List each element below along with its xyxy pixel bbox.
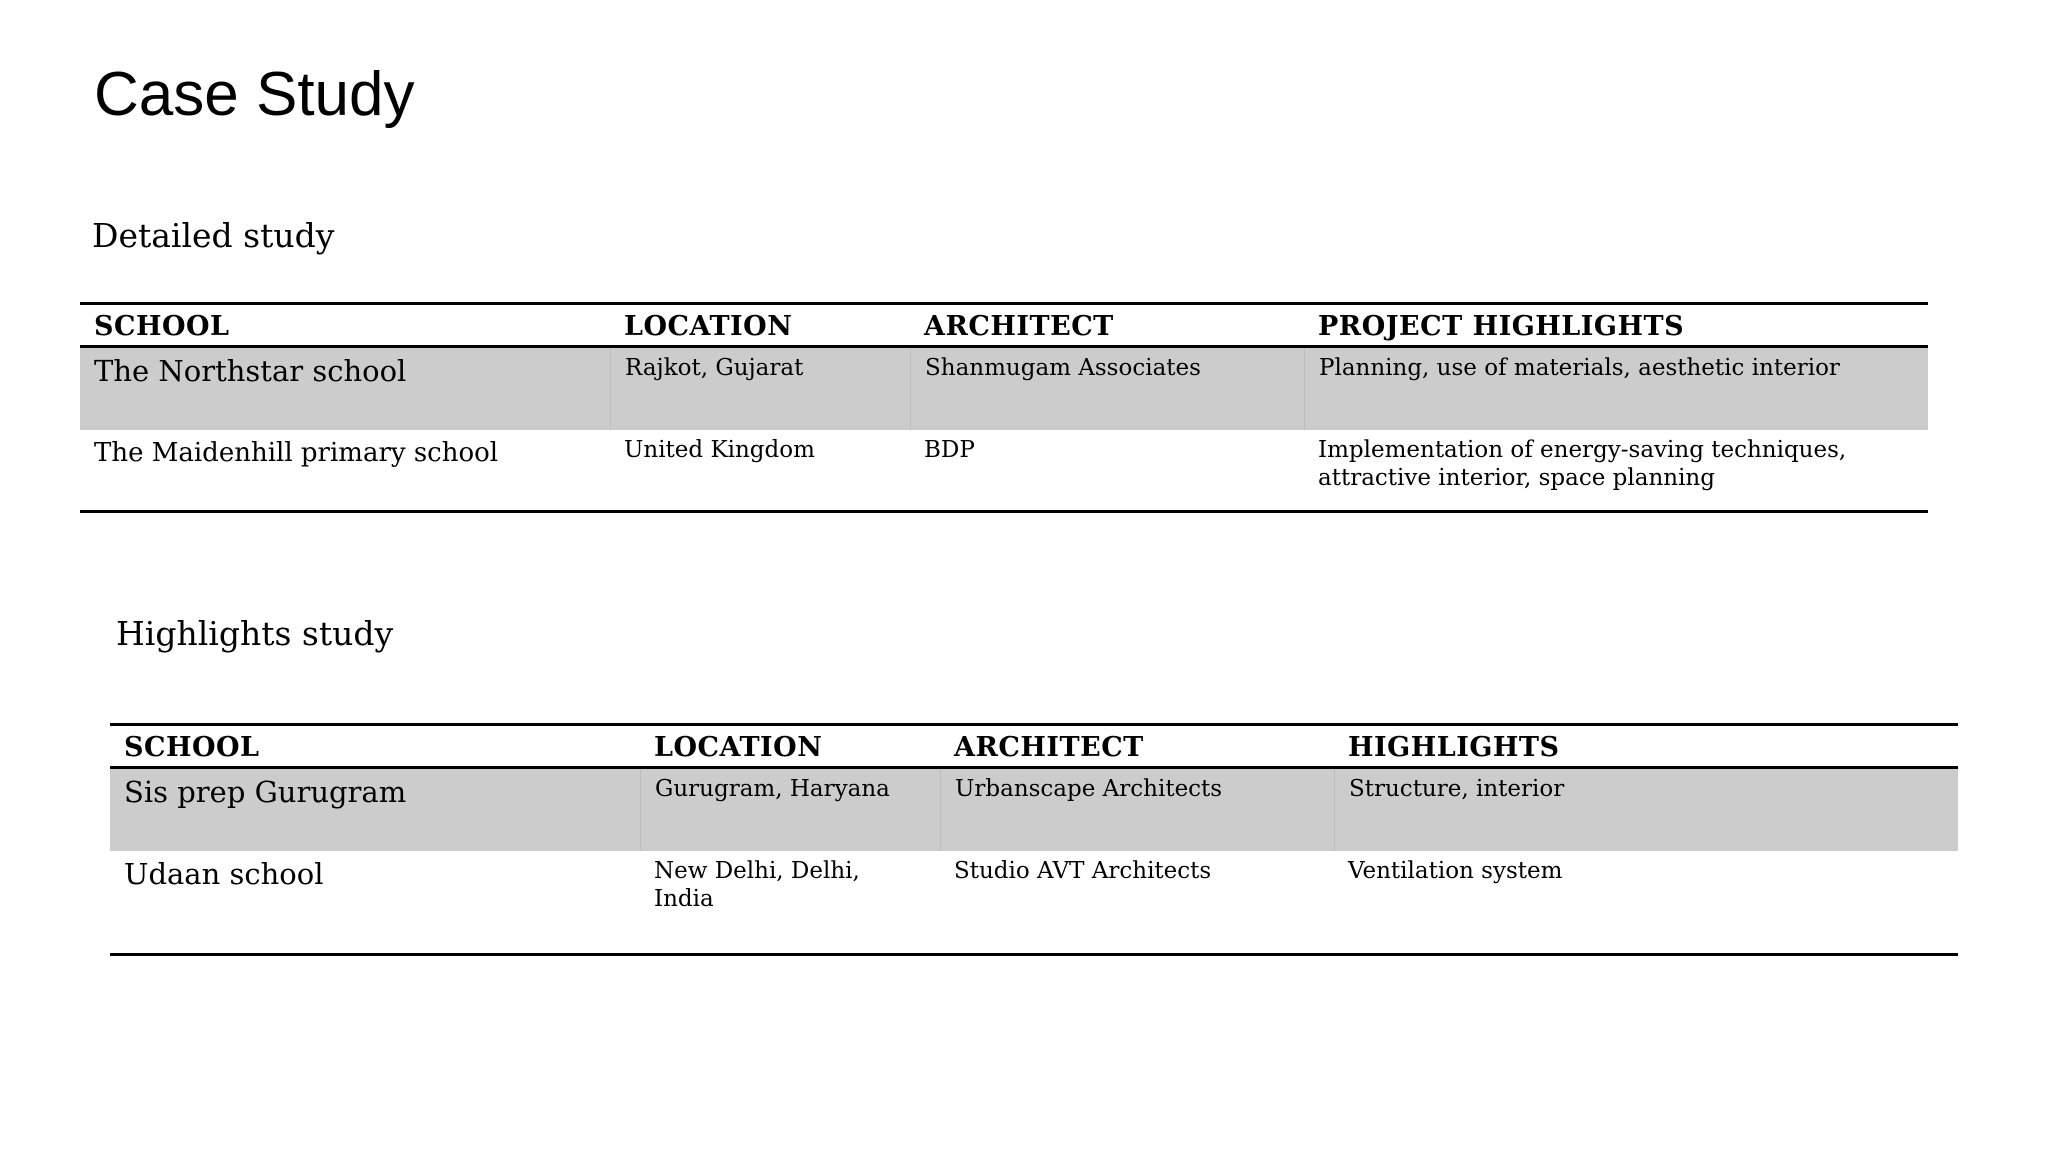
architect-cell: BDP: [924, 437, 975, 463]
column-header-location: LOCATION: [654, 732, 823, 763]
location-cell: New Delhi, Delhi, India: [654, 858, 860, 912]
table-header-row: [80, 302, 1928, 348]
table-row: [80, 348, 1928, 430]
column-header-highlights: HIGHLIGHTS: [1348, 732, 1560, 763]
detailed-study-table: [80, 302, 1928, 513]
column-header-architect: ARCHITECT: [954, 732, 1144, 763]
section-title-detailed-study: Detailed study: [92, 216, 335, 255]
architect-cell: Urbanscape Architects: [940, 769, 1334, 851]
column-header-location: LOCATION: [624, 311, 793, 342]
column-header-school: SCHOOL: [124, 732, 260, 763]
section-title-highlights-study: Highlights study: [116, 614, 394, 653]
location-cell: United Kingdom: [624, 437, 815, 463]
table-bottom-rule: [110, 953, 1958, 956]
school-cell: Sis prep Gurugram: [124, 775, 407, 809]
location-cell: Gurugram, Haryana: [640, 769, 940, 851]
school-cell: Udaan school: [124, 857, 324, 891]
table-row: [110, 769, 1958, 851]
architect-cell: Shanmugam Associates: [910, 348, 1304, 430]
column-header-project-highlights: PROJECT HIGHLIGHTS: [1318, 311, 1685, 342]
table-bottom-rule: [80, 510, 1928, 513]
page-title: Case Study: [94, 60, 415, 129]
table-row: [110, 851, 1958, 953]
location-cell: Rajkot, Gujarat: [610, 348, 910, 430]
table-header-row: [110, 723, 1958, 769]
highlights-cell: Ventilation system: [1348, 858, 1563, 884]
highlights-cell: Implementation of energy-saving techniques, attractive interior, space planning: [1318, 437, 1847, 491]
column-header-school: SCHOOL: [94, 311, 230, 342]
school-cell: The Maidenhill primary school: [94, 438, 499, 468]
highlights-study-table: [110, 723, 1958, 956]
highlights-cell: Structure, interior: [1334, 769, 1958, 851]
column-header-architect: ARCHITECT: [924, 311, 1114, 342]
highlights-cell: Planning, use of materials, aesthetic interior: [1304, 348, 1928, 430]
table-row: [80, 430, 1928, 510]
school-cell: The Northstar school: [94, 354, 407, 388]
architect-cell: Studio AVT Architects: [954, 858, 1212, 884]
